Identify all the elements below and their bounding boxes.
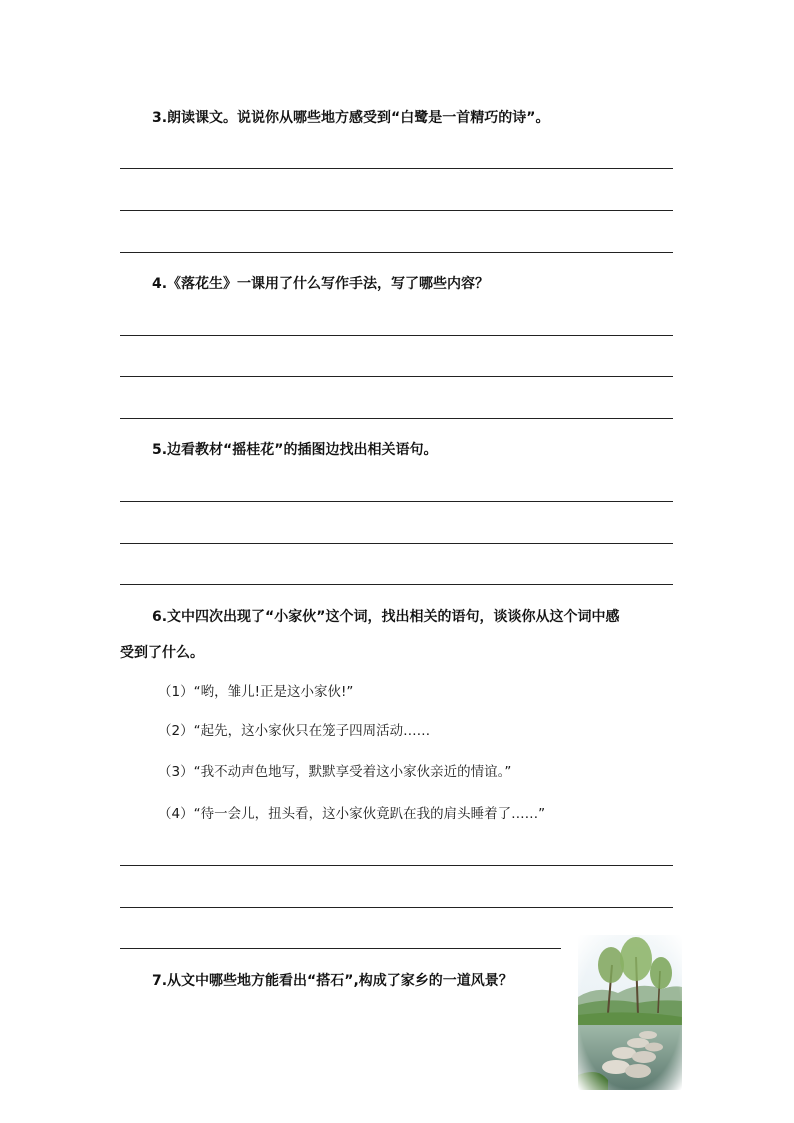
question-5: 5.边看教材“摇桂花”的插图边找出相关语句。 [152,442,438,458]
quote-item-2: （2）“起先，这小家伙只在笼子四周活动…… [158,723,431,739]
answer-line[interactable] [120,335,673,336]
answer-line[interactable] [120,168,673,169]
question-6-continued: 受到了什么。 [120,645,204,661]
answer-line[interactable] [120,501,673,502]
answer-line[interactable] [120,948,561,949]
answer-line[interactable] [120,210,673,211]
quote-item-3: （3）“我不动声色地写，默默享受着这小家伙亲近的情谊。” [158,764,512,780]
answer-line[interactable] [120,907,673,908]
question-3: 3.朗读课文。说说你从哪些地方感受到“白鹭是一首精巧的诗”。 [152,110,550,126]
quote-item-4: （4）“待一会儿，扭头看，这小家伙竟趴在我的肩头睡着了……” [158,806,546,822]
question-7: 7.从文中哪些地方能看出“搭石”,构成了家乡的一道风景？ [152,973,513,989]
answer-line[interactable] [120,543,673,544]
question-6: 6.文中四次出现了“小家伙”这个词，找出相关的语句，谈谈你从这个词中感 [152,609,620,625]
answer-line[interactable] [120,418,673,419]
quote-item-1: （1）“哟，雏儿!正是这小家伙!” [158,684,354,700]
question-4: 4.《落花生》一课用了什么写作手法，写了哪些内容？ [152,276,490,292]
answer-line[interactable] [120,376,673,377]
answer-line[interactable] [120,252,673,253]
answer-line[interactable] [120,584,673,585]
answer-line[interactable] [120,865,673,866]
river-stepping-stones-photo [578,935,682,1090]
